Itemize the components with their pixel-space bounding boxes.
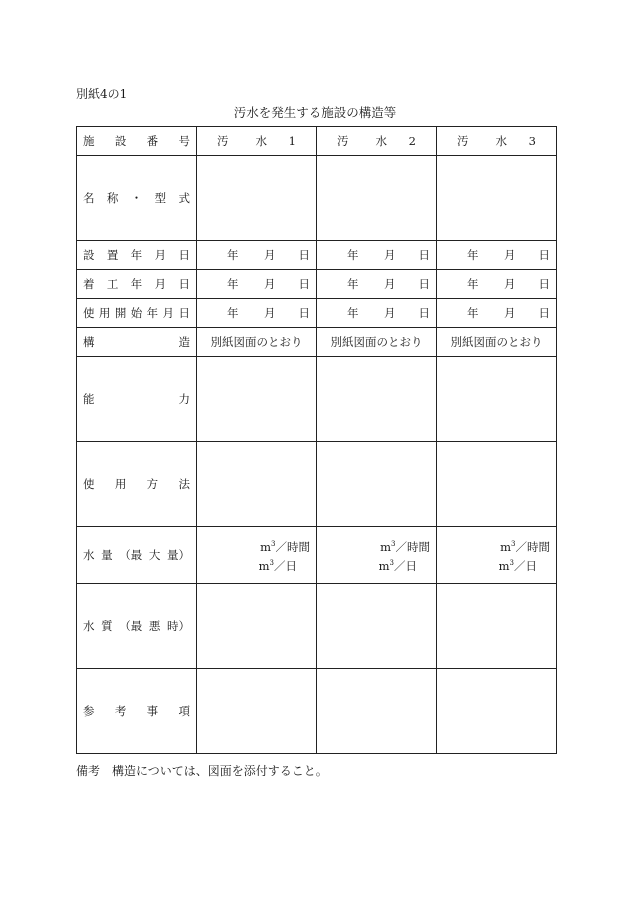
month-label: 月 [383, 306, 396, 320]
per-hour: ／時間 [395, 540, 430, 554]
label-char: 号 [178, 134, 190, 148]
header-row [77, 127, 557, 156]
header-col-1 [197, 127, 317, 156]
label-char: 方 [146, 477, 159, 491]
day-label: 日 [538, 306, 550, 320]
capacity-cell-1[interactable] [197, 357, 317, 442]
col-name-char: 汚 [457, 134, 469, 148]
col-name-char: 汚 [217, 134, 229, 148]
install-date-cell-1[interactable] [197, 241, 317, 270]
label-char: 年 [146, 306, 159, 320]
capacity-row [77, 357, 557, 442]
header-col-2 [317, 127, 437, 156]
install-date-row [77, 241, 557, 270]
use-start-label [77, 299, 197, 328]
year-label: 年 [347, 248, 359, 262]
year-label: 年 [347, 306, 359, 320]
label-char: 置 [106, 248, 119, 262]
label-char: 名 [83, 191, 95, 205]
label-char: ・ [130, 191, 143, 205]
water-volume-cell-3[interactable] [437, 527, 557, 584]
col-number: 1 [288, 134, 296, 148]
label-char: 月 [154, 248, 167, 262]
unit-m: m [500, 540, 512, 554]
col-number: 2 [408, 134, 416, 148]
day-label: 日 [418, 277, 430, 291]
reference-cell-2[interactable] [317, 669, 437, 754]
label-char: 水 [83, 619, 95, 633]
label-char: 量） [167, 548, 190, 562]
form-id: 別紙4の1 [76, 87, 128, 101]
per-day: ／日 [274, 558, 297, 573]
day-label: 日 [298, 248, 310, 262]
use-start-cell-1[interactable] [197, 299, 317, 328]
label-char: 能 [83, 392, 95, 406]
reference-cell-3[interactable] [437, 669, 557, 754]
label-char: （最 [119, 548, 143, 562]
label-char: 時） [167, 619, 190, 633]
use-start-cell-2[interactable] [317, 299, 437, 328]
label-char: 造 [178, 335, 190, 349]
unit-m: m [260, 540, 272, 554]
water-volume-label [77, 527, 197, 584]
year-label: 年 [467, 248, 479, 262]
start-work-cell-3[interactable] [437, 270, 557, 299]
label-char: 項 [178, 704, 190, 718]
month-label: 月 [383, 248, 396, 262]
label-char: 日 [178, 277, 190, 291]
page-title: 汚水を発生する施設の構造等 [233, 105, 397, 120]
col-name-char: 水 [375, 134, 387, 148]
structure-cell-1: 別紙図面のとおり [197, 328, 317, 357]
water-quality-label [77, 584, 197, 669]
label-char: 悪 [148, 619, 161, 633]
col-name-char: 水 [255, 134, 267, 148]
water-quality-cell-2[interactable] [317, 584, 437, 669]
day-label: 日 [418, 306, 430, 320]
label-char: 始 [130, 306, 143, 320]
unit-m: m [498, 558, 510, 573]
unit-exp: 3 [389, 559, 394, 567]
label-char: 年 [130, 277, 143, 291]
use-start-cell-3[interactable] [437, 299, 557, 328]
label-char: 構 [83, 335, 95, 349]
year-label: 年 [467, 306, 479, 320]
year-label: 年 [227, 306, 239, 320]
label-char: 設 [114, 134, 127, 148]
label-char: 施 [83, 134, 95, 148]
water-quality-cell-3[interactable] [437, 584, 557, 669]
label-char: 称 [106, 191, 119, 205]
unit-exp: 3 [269, 559, 274, 567]
unit-exp: 3 [509, 559, 514, 567]
day-label: 日 [538, 277, 550, 291]
label-char: 工 [106, 277, 119, 291]
month-label: 月 [503, 248, 516, 262]
label-char: 量 [101, 548, 113, 562]
day-label: 日 [538, 248, 550, 262]
label-char: 質 [101, 619, 113, 633]
col-number: 3 [528, 134, 536, 148]
structure-cell-2: 別紙図面のとおり [317, 328, 437, 357]
label-char: 力 [178, 392, 190, 406]
structure-label [77, 328, 197, 357]
label-char: 設 [83, 248, 95, 262]
name-type-cell-3[interactable] [437, 156, 557, 241]
reference-row [77, 669, 557, 754]
usage-cell-3[interactable] [437, 442, 557, 527]
install-date-label [77, 241, 197, 270]
header-col-3 [437, 127, 557, 156]
per-hour: ／時間 [515, 540, 550, 554]
label-char: 考 [114, 704, 127, 718]
day-label: 日 [298, 277, 310, 291]
name-type-cell-1[interactable] [197, 156, 317, 241]
label-char: 式 [178, 191, 190, 205]
label-char: 着 [83, 277, 95, 291]
label-char: 型 [154, 191, 167, 205]
year-label: 年 [347, 277, 359, 291]
label-char: 用 [98, 306, 111, 320]
label-char: 参 [83, 704, 95, 718]
header-label-cell [77, 127, 197, 156]
label-char: 開 [114, 306, 127, 320]
label-char: 使 [83, 306, 95, 320]
per-hour: ／時間 [275, 540, 310, 554]
usage-row [77, 442, 557, 527]
month-label: 月 [263, 248, 276, 262]
label-char: 月 [154, 277, 167, 291]
label-char: 用 [114, 477, 127, 491]
label-char: 水 [83, 548, 95, 562]
unit-exp: 3 [271, 540, 276, 549]
label-char: 事 [146, 704, 159, 718]
water-quality-row [77, 584, 557, 669]
label-char: 大 [148, 548, 161, 562]
start-work-row [77, 270, 557, 299]
capacity-cell-3[interactable] [437, 357, 557, 442]
year-label: 年 [227, 248, 239, 262]
unit-m: m [258, 558, 270, 573]
label-char: 年 [130, 248, 143, 262]
water-volume-cell-2[interactable] [317, 527, 437, 584]
day-label: 日 [298, 306, 310, 320]
water-volume-row [77, 527, 557, 584]
col-name-char: 汚 [337, 134, 349, 148]
reference-cell-1[interactable] [197, 669, 317, 754]
structure-row [77, 328, 557, 357]
install-date-cell-2[interactable] [317, 241, 437, 270]
col-name-char: 水 [495, 134, 507, 148]
unit-exp: 3 [511, 540, 516, 549]
month-label: 月 [383, 277, 396, 291]
label-char: 使 [83, 477, 95, 491]
label-char: 日 [178, 248, 190, 262]
label-char: 日 [178, 306, 190, 320]
install-date-cell-3[interactable] [437, 241, 557, 270]
name-type-label [77, 156, 197, 241]
month-label: 月 [503, 306, 516, 320]
month-label: 月 [503, 277, 516, 291]
label-char: 月 [162, 306, 175, 320]
water-volume-cell-1[interactable] [197, 527, 317, 584]
day-label: 日 [418, 248, 430, 262]
usage-cell-1[interactable] [197, 442, 317, 527]
name-type-cell-2[interactable] [317, 156, 437, 241]
name-type-row [77, 156, 557, 241]
capacity-label [77, 357, 197, 442]
unit-m: m [378, 558, 390, 573]
usage-cell-2[interactable] [317, 442, 437, 527]
usage-label [77, 442, 197, 527]
month-label: 月 [263, 277, 276, 291]
capacity-cell-2[interactable] [317, 357, 437, 442]
reference-label [77, 669, 197, 754]
per-day: ／日 [514, 558, 537, 573]
facility-table [76, 126, 557, 754]
start-work-cell-2[interactable] [317, 270, 437, 299]
label-char: 法 [178, 477, 190, 491]
label-char: （最 [119, 619, 143, 633]
unit-m: m [380, 540, 392, 554]
year-label: 年 [227, 277, 239, 291]
per-day: ／日 [394, 558, 417, 573]
remarks-note: 備考 構造については、図面を添付すること。 [76, 764, 328, 778]
month-label: 月 [263, 306, 276, 320]
year-label: 年 [467, 277, 479, 291]
structure-cell-3: 別紙図面のとおり [437, 328, 557, 357]
start-work-cell-1[interactable] [197, 270, 317, 299]
start-work-label [77, 270, 197, 299]
label-char: 番 [146, 134, 159, 148]
unit-exp: 3 [391, 540, 396, 549]
use-start-row [77, 299, 557, 328]
water-quality-cell-1[interactable] [197, 584, 317, 669]
